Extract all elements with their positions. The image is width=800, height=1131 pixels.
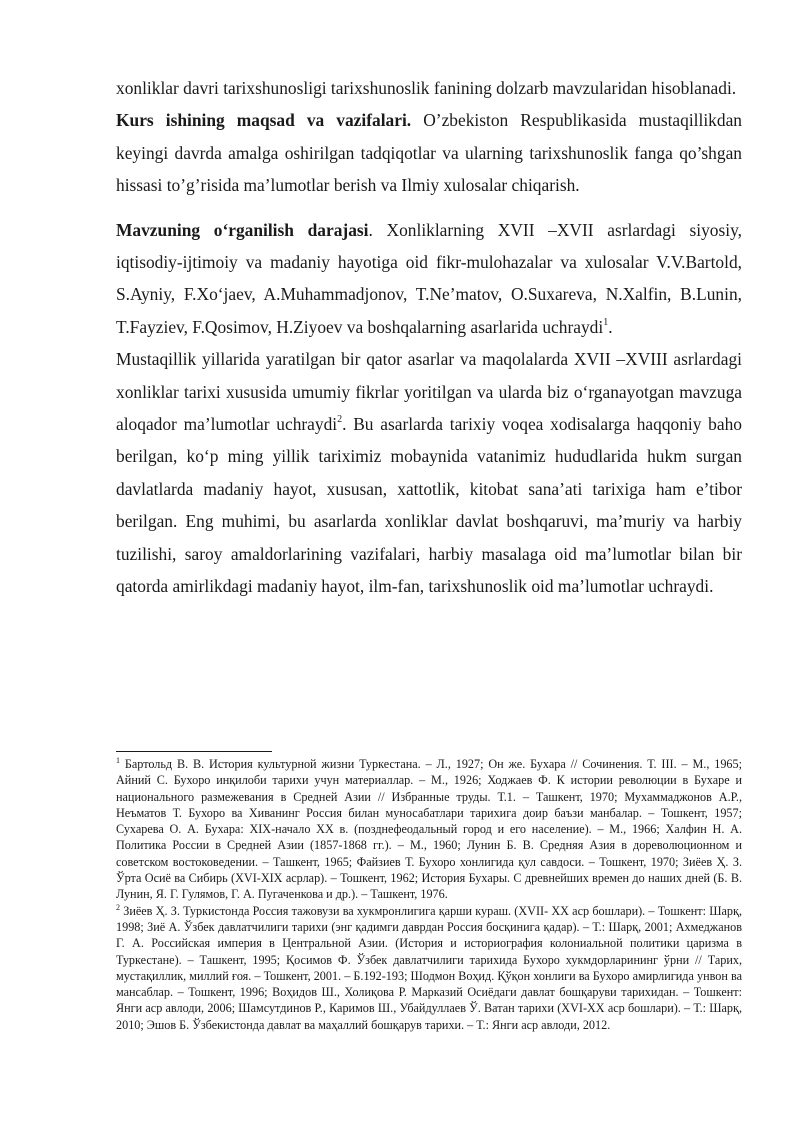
paragraph-research-degree — [116, 214, 742, 344]
paragraph-independence — [116, 343, 742, 602]
footnote-separator — [116, 751, 272, 752]
goals-heading: Kurs ishining maqsad va vazifalari. — [116, 110, 412, 131]
paragraph-intro-end — [116, 72, 742, 104]
footnote-mark: 2 — [116, 902, 120, 912]
independence-text-end: . Bu asarlarda tarixiy voqea xodisalarga haqqoniy baho berilgan, ko‘p ming yillik tariximiz mobaynida vatanimiz hududlarida hukm surgan davlatlarda madaniy hayot, xususan, xattotlik, kitobat sana’ati tarixiga ham e’tibor berilgan. Eng muhimi, bu asarlarda xonliklar davlat boshqaruvi, ma’muriy va harbiy tuzilishi, saroy amaldorlarining vazifalari, harbiy masalaga oid ma’lumotlar bilan bir qatorda amirlikdagi madaniy hayot, ilm-fan, tarixshunoslik oid ma’lumotlar uchraydi. — [116, 414, 742, 597]
paragraph-text: xonliklar davri tarixshunosligi tarixshunoslik fanining dolzarb mavzularidan hisoblanadi. — [116, 78, 737, 98]
footnote-2 — [116, 903, 742, 1033]
research-degree-text: Xonliklarning XVII –XVII asrlardagi siyosiy, iqtisodiy-ijtimoiy va madaniy hayotiga oid fikr-mulohazalar va xulosalar V.V.Bartold, S.Ayniy, F.Xo‘jaev, A.Muhammadjonov, T.Ne’matov, O.Suxareva, N.Xalfin, B.Lunin, T.Fayziev, F.Qosimov, H.Ziyoev va boshqalarning asarlarida uchraydi — [116, 219, 742, 337]
footnote-1 — [116, 756, 742, 903]
paragraph-goals — [116, 104, 742, 201]
heading-period: . — [368, 219, 373, 240]
independence-text: Mustaqillik yillarida yaratilgan bir qator asarlar va maqolalarda XVII –XVIII asrlardagi xonliklar tarixi xususida umumiy fikrlar yoritilgan va ularda biz o‘rganayotgan mavzuga aloqador ma’lumotlar uchraydi — [116, 349, 742, 435]
goals-text: O’zbekiston Respublikasida mustaqillikdan keyingi davrda amalga oshirilgan tadqiqotlar va ularning tarixshunoslik fanga qo’shgan hissasi to’g’risida ma’lumotlar berish va Ilmiy xulosalar chiqarish. — [116, 110, 742, 196]
footnote-text: Бартольд В. В. История культурной жизни Туркестана. – Л., 1927; Он же. Бухара // Сочинения. Т. III. – М., 1965; Айний С. Бухоро инқилоби тарихи учун материаллар. – М., 1926; Ходжаев Ф. К истории революции в Бухаре и национального размежевания в Средней Азии // Избранные труды. Т.1. – Ташкент, 1970; Мухаммаджонов А.Р., Неъматов Т. Бухоро ва Хиванинг Россия билан муносабатлари тарихига доир баъзи манбалар. – Тошкент, 1957; Сухарева О. А. Бухара: XIX-начало XX в. (позднефеодальный город и его население). – М., 1966; Халфин Н. А. Политика России в Средней Азии (1857-1868 гг.). – М., 1960; Лунин Б. В. Средняя Азия в дореволюционном и советском востоковедении. – Ташкент, 1965; Файзиев Т. Бухоро хонлигида қул савдоси. – Тошкент, 1970; Зиёев Ҳ. З. Ўрта Осиё ва Сибирь (XVI-XIX асрлар). – Тошкент, 1962; История Бухары. С древнейших времен до наших дней (Б. В. Лунин, Я. Г. Гулямов, Г. А. Пугаченкова и др.). – Ташкент, 1976. — [116, 757, 742, 902]
footnote-ref-2[interactable]: 2 — [337, 414, 343, 426]
footnote-text: Зиёев Ҳ. З. Туркистонда Россия тажовузи ва хукмронлигига қарши кураш. (XVII- XX аср бошлари). – Тошкент: Шарқ, 1998; Зиё А. Ўзбек давлатчилиги тарихи (энг қадимги даврдан Россия босқинига қадар). – Т.: Шарқ, 2001; Ахмеджанов Г. А. Российская империя в Центральной Азии. (История и историография колониальной политики царизма в Туркестане). – Ташкент, 1995; Қосимов Ф. Ўзбек давлатчилиги тарихида Бухоро хукмдорларининг ўрни // Тарих, мустақиллик, миллий ғоя. – Тошкент, 2001. – Б.192-193; Шодмон Воҳид. Қўқон хонлиги ва Бухоро амирлигида унвон ва мансаблар. – Тошкент, 1996; Воҳидов Ш., Холиқова Р. Марказий Осиёдаги давлат бошқаруви тарихидан. – Тошкент: Янги аср авлоди, 2006; Шамсутдинов Р., Каримов Ш., Убайдуллаев Ў. Ватан тарихи (XVI-XX аср бошлари). – Т.: Шарқ, 2010; Эшов Б. Ўзбекистонда давлат ва маҳаллий бошқарув тарихи. – Т.: Янги аср авлоди, 2012. — [116, 903, 742, 1032]
main-text — [116, 72, 742, 603]
paragraph-end: . — [608, 316, 613, 337]
footnote-ref-1[interactable]: 1 — [603, 317, 609, 329]
footnote-mark: 1 — [116, 755, 120, 765]
research-degree-heading: Mavzuning o‘rganilish darajasi — [116, 219, 369, 240]
footnotes — [116, 756, 742, 1033]
